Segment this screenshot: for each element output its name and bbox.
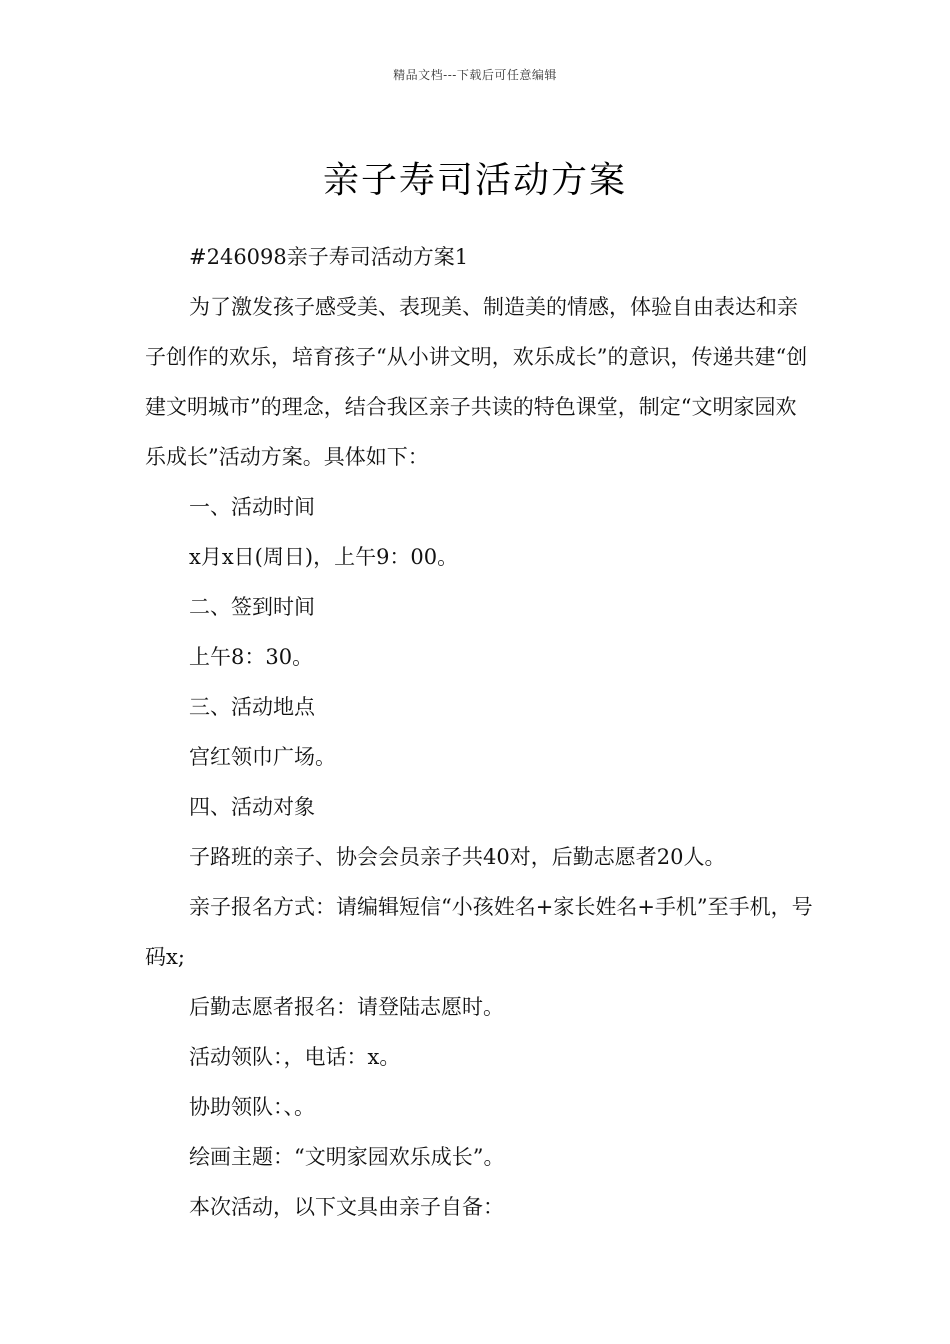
document-body: [145, 232, 815, 1232]
paragraph-audience: 子路班的亲子、协会会员亲子共40对，后勤志愿者20人。: [189, 845, 726, 869]
paragraph-volunteer-registration: 后勤志愿者报名：请登陆志愿时。: [189, 995, 504, 1019]
section-heading-location: 三、活动地点: [189, 695, 315, 719]
section-heading-time: 一、活动时间: [189, 495, 315, 519]
paragraph-assistant-leader: 协助领队：、。: [189, 1095, 315, 1119]
paragraph-leader: 活动领队：，电话：x。: [189, 1045, 401, 1069]
document-title: 亲子寿司活动方案: [322, 160, 627, 202]
paragraph-signin: 上午8：30。: [189, 645, 314, 669]
paragraph-theme: 绘画主题：“文明家园欢乐成长”。: [189, 1145, 505, 1169]
paragraph-intro: 为了激发孩子感受美、表现美、制造美的情感，体验自由表达和亲子创作的欢乐，培育孩子“从小讲文明，欢乐成长”的意识，传递共建“创建文明城市”的理念，结合我区亲子共读的特色课堂，制定“文明家园欢乐成长”活动方案。具体如下：: [145, 295, 808, 469]
paragraph-supplies: 本次活动，以下文具由亲子自备：: [189, 1195, 504, 1219]
paragraph-time: x月x日(周日)，上午9：00。: [189, 545, 459, 569]
section-heading-signin: 二、签到时间: [189, 595, 315, 619]
paragraph-location: 宫红领巾广场。: [189, 745, 336, 769]
section-heading-audience: 四、活动对象: [189, 795, 315, 819]
paragraph-registration: 亲子报名方式：请编辑短信“小孩姓名+家长姓名+手机”至手机，号码x;: [145, 895, 813, 969]
paragraph-doc-id: #246098亲子寿司活动方案1: [189, 245, 469, 269]
page-header-note: 精品文档---下载后可任意编辑: [393, 68, 557, 82]
